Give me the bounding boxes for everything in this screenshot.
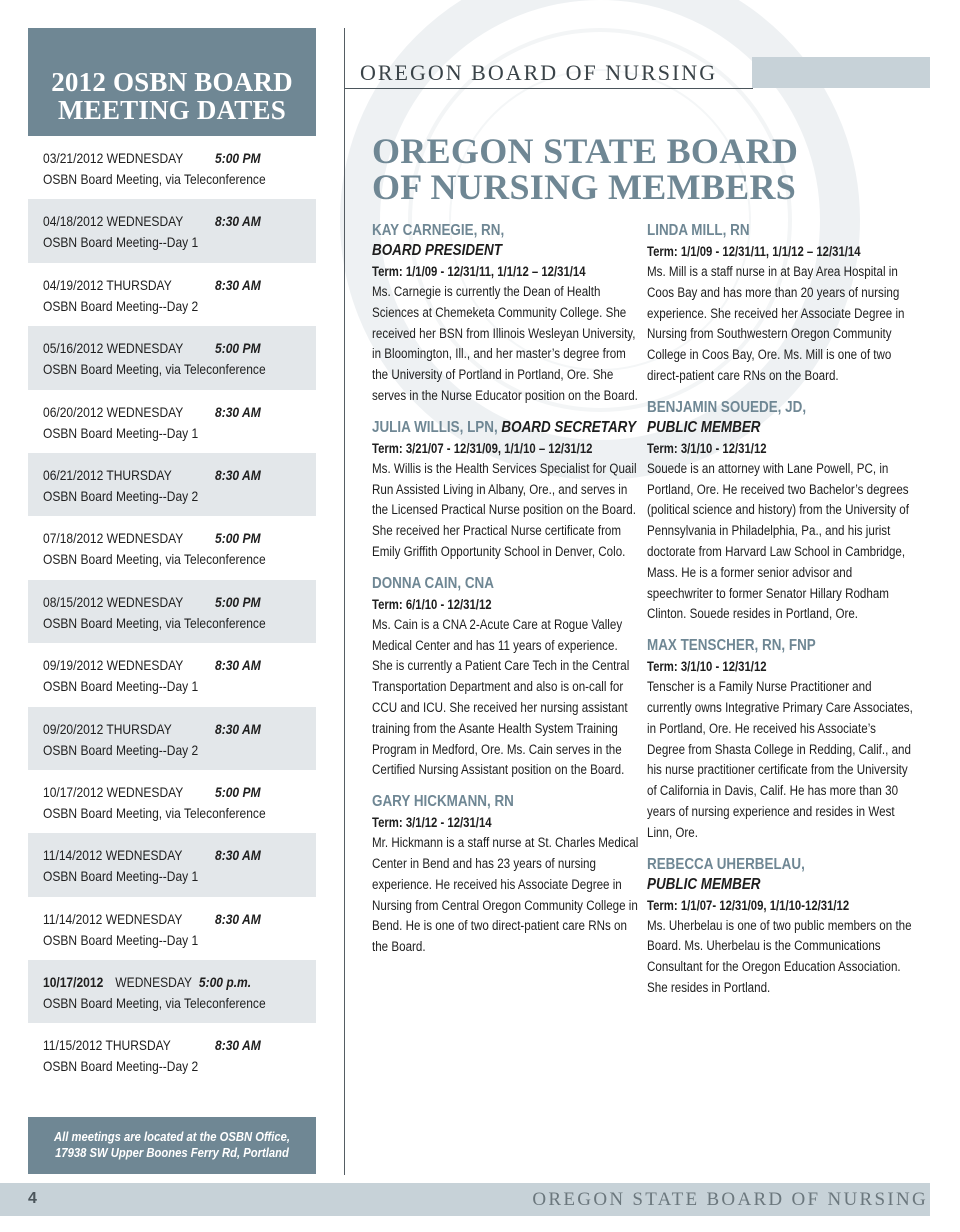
meeting-description: OSBN Board Meeting--Day 2 — [43, 741, 199, 758]
meeting-entry — [28, 390, 316, 453]
meeting-time: 5:00 PM — [215, 340, 261, 357]
meeting-description: OSBN Board Meeting--Day 2 — [43, 487, 199, 504]
member-name: REBECCA UHERBELAU, — [647, 855, 805, 873]
meeting-date: 10/17/2012 — [43, 974, 104, 991]
meeting-time: 8:30 AM — [215, 1037, 261, 1054]
meeting-date: 07/18/2012 WEDNESDAY — [43, 530, 184, 547]
member-term: Term: 3/1/12 - 12/31/14 — [372, 815, 492, 831]
meeting-entry — [28, 707, 316, 770]
member-bio: Tenscher is a Family Nurse Practitioner and currently owns Integrative Primary Care Associates, in Portland, Ore. He received his Associate’s Degree from Shasta College in Redding, Calif., and his nurse practitioner certificate from the University of California in Davis, Calif. He has more than 30 years of nursing experience and resides in West Linn, Ore. — [647, 679, 913, 840]
member-name: LINDA MILL, RN — [647, 222, 750, 239]
member-name: GARY HICKMANN, RN — [372, 793, 514, 811]
meeting-date: 09/20/2012 THURSDAY — [43, 720, 172, 737]
meeting-entry — [28, 833, 316, 896]
meeting-time: 5:00 PM — [215, 593, 261, 610]
members-column-right — [647, 220, 917, 1009]
meeting-date: 05/16/2012 WEDNESDAY — [43, 340, 184, 357]
meeting-time: 5:00 PM — [215, 150, 261, 166]
meeting-entry — [28, 1023, 316, 1086]
meeting-description: OSBN Board Meeting--Day 1 — [43, 678, 199, 695]
meeting-description: OSBN Board Meeting, via Teleconference — [43, 361, 266, 378]
meeting-description: OSBN Board Meeting--Day 1 — [43, 868, 199, 885]
meeting-entry — [28, 263, 316, 326]
meeting-date: 11/14/2012 WEDNESDAY — [43, 847, 183, 864]
member-entry — [372, 791, 642, 958]
meeting-time: 5:00 PM — [215, 530, 261, 547]
member-role: BOARD SECRETARY — [501, 418, 637, 436]
page-title-line2: OF NURSING MEMBERS — [372, 167, 797, 207]
member-term: Term: 3/1/10 - 12/31/12 — [647, 440, 767, 456]
member-entry — [647, 220, 917, 387]
member-name: MAX TENSCHER, RN, FNP — [647, 637, 816, 655]
meeting-entry — [28, 580, 316, 643]
member-term: Term: 1/1/09 - 12/31/11, 1/1/12 – 12/31/14 — [647, 244, 861, 259]
sidebar-title-line1: 2012 OSBN BOARD — [51, 67, 293, 97]
member-name: DONNA CAIN, CNA — [372, 574, 494, 592]
page-number: 4 — [28, 1190, 37, 1207]
meeting-time: 8:30 AM — [215, 657, 261, 674]
members-column-left — [372, 220, 642, 968]
meeting-date: 08/15/2012 WEDNESDAY — [43, 593, 184, 610]
member-entry — [647, 397, 917, 625]
meeting-entry — [28, 453, 316, 516]
footer-title: OREGON STATE BOARD OF NURSING — [532, 1189, 928, 1210]
member-role: PUBLIC MEMBER — [647, 418, 761, 436]
meeting-date: 09/19/2012 WEDNESDAY — [43, 657, 184, 674]
member-entry — [372, 220, 642, 407]
member-bio: Ms. Cain is a CNA 2-Acute Care at Rogue Valley Medical Center and has 11 years of experience. She is currently a Patient Care Tech in the Central Transportation Department and also is on-call for CCU and ICU. She received her nursing assistant training from the Asante Health System Training Program in Medford, Ore. Ms. Cain serves in the Certified Nursing Assistant position on the Board. — [372, 616, 630, 778]
meeting-date: 04/19/2012 THURSDAY — [43, 276, 172, 293]
sidebar-title — [28, 28, 316, 136]
meeting-description: OSBN Board Meeting, via Teleconference — [43, 804, 266, 821]
header-rule — [345, 88, 753, 89]
member-bio: Ms. Mill is a staff nurse in at Bay Area Hospital in Coos Bay and has more than 20 years of nursing experience. She received her Associate Degree in Nursing from Southwestern Oregon Community College in Coos Bay, Ore. Ms. Mill is one of two direct-patient care RNs on the Board. — [647, 264, 905, 383]
meeting-description: OSBN Board Meeting, via Teleconference — [43, 171, 266, 187]
meeting-dates-sidebar — [28, 28, 316, 1087]
member-entry — [372, 573, 642, 781]
meeting-time: 8:30 AM — [215, 213, 261, 230]
member-name-line — [372, 417, 637, 438]
location-note-line1: All meetings are located at the OSBN Office, — [53, 1130, 291, 1144]
meeting-time: 8:30 AM — [215, 720, 261, 737]
member-entry — [647, 635, 917, 843]
meeting-entry — [28, 770, 316, 833]
meeting-description: OSBN Board Meeting--Day 1 — [43, 424, 199, 441]
page-title-line1: OREGON STATE BOARD — [372, 131, 799, 171]
member-bio: Ms. Carnegie is currently the Dean of Health Sciences at Chemeketa Community College. She received her BSN from Illinois Wesleyan University, in Bloomington, Ill., and her master’s degree from the University of Portland in Portland, Ore. She serves in the Nurse Educator position on the Board. — [372, 284, 638, 403]
member-term: Term: 3/21/07 - 12/31/09, 1/1/10 – 12/31/12 — [372, 440, 593, 456]
meeting-description: OSBN Board Meeting--Day 2 — [43, 297, 199, 314]
member-name: BENJAMIN SOUEDE, JD, — [647, 398, 807, 416]
meeting-description: OSBN Board Meeting--Day 1 — [43, 931, 199, 948]
member-role: PUBLIC MEMBER — [647, 875, 761, 893]
header-color-block — [752, 57, 930, 88]
meeting-date: 10/17/2012 WEDNESDAY — [43, 783, 184, 800]
meeting-entry — [28, 136, 316, 199]
member-term: Term: 1/1/09 - 12/31/11, 1/1/12 – 12/31/14 — [372, 264, 586, 279]
meeting-date: 06/20/2012 WEDNESDAY — [43, 403, 184, 420]
meeting-date: 03/21/2012 WEDNESDAY — [43, 150, 184, 166]
meeting-time: 8:30 AM — [215, 403, 261, 420]
member-role: BOARD PRESIDENT — [372, 242, 502, 259]
meeting-time: 8:30 AM — [215, 910, 261, 927]
meeting-description: OSBN Board Meeting, via Teleconference — [43, 995, 266, 1012]
meeting-location-note — [28, 1117, 316, 1174]
meeting-description: OSBN Board Meeting, via Teleconference — [43, 551, 266, 568]
sidebar-title-line2: MEETING DATES — [58, 95, 286, 125]
member-name: KAY CARNEGIE, RN, — [372, 222, 505, 239]
meeting-time: 5:00 PM — [215, 783, 261, 800]
meeting-entry — [28, 960, 316, 1023]
meeting-day: WEDNESDAY — [115, 974, 193, 991]
meeting-description: OSBN Board Meeting--Day 2 — [43, 1058, 199, 1075]
member-entry — [647, 854, 917, 999]
member-bio: Mr. Hickmann is a staff nurse at St. Charles Medical Center in Bend and has 23 years of nursing experience. He received his Associate Degree in Nursing from Central Oregon Community College in Bend. He is one of two direct-patient care RNs on the Board. — [372, 835, 639, 955]
member-bio: Souede is an attorney with Lane Powell, PC, in Portland, Ore. He received two Bachelor’s degrees (political science and history) from the University of Pennsylvania in Philadelphia, Pa., and his jurist doctorate from Harvard Law School in Cambridge, Mass. He is a former senior advisor and speechwriter to former Senator Hillary Rodham Clinton. Souede resides in Portland, Ore. — [647, 460, 909, 622]
meeting-description: OSBN Board Meeting, via Teleconference — [43, 614, 266, 631]
member-name: JULIA WILLIS, LPN, — [372, 418, 498, 436]
meeting-date: 04/18/2012 WEDNESDAY — [43, 213, 184, 230]
page-title — [372, 133, 798, 205]
meeting-date: 11/14/2012 WEDNESDAY — [43, 910, 183, 927]
meeting-date: 06/21/2012 THURSDAY — [43, 466, 172, 483]
member-entry — [372, 417, 642, 563]
meeting-entry — [28, 199, 316, 262]
member-term: Term: 1/1/07- 12/31/09, 1/1/10-12/31/12 — [647, 897, 850, 913]
meeting-date: 11/15/2012 THURSDAY — [43, 1037, 171, 1054]
meeting-entry — [28, 516, 316, 579]
member-term: Term: 3/1/10 - 12/31/12 — [647, 659, 767, 675]
meeting-time: 8:30 AM — [215, 847, 261, 864]
member-term: Term: 6/1/10 - 12/31/12 — [372, 596, 492, 612]
meeting-time: 5:00 p.m. — [198, 974, 252, 991]
member-bio: Ms. Willis is the Health Services Specialist for Quail Run Assisted Living in Albany, Ore., and serves in the Licensed Practical Nurse position on the Board. She received her Practical Nurse certificate from Emily Griffith Opportunity School in Denver, Colo. — [372, 460, 637, 559]
meeting-time: 8:30 AM — [215, 466, 261, 483]
location-note-line2: 17938 SW Upper Boones Ferry Rd, Portland — [55, 1146, 289, 1160]
column-divider — [344, 28, 345, 1175]
meeting-time: 8:30 AM — [215, 276, 261, 293]
meeting-entry — [28, 326, 316, 389]
publication-title: OREGON BOARD OF NURSING — [360, 60, 718, 85]
meeting-entry — [28, 643, 316, 706]
meeting-description: OSBN Board Meeting--Day 1 — [43, 234, 199, 251]
member-bio: Ms. Uherbelau is one of two public members on the Board. Ms. Uherbelau is the Communications Consultant for the Oregon Education Association. She resides in Portland. — [647, 917, 912, 995]
meeting-entry — [28, 897, 316, 960]
